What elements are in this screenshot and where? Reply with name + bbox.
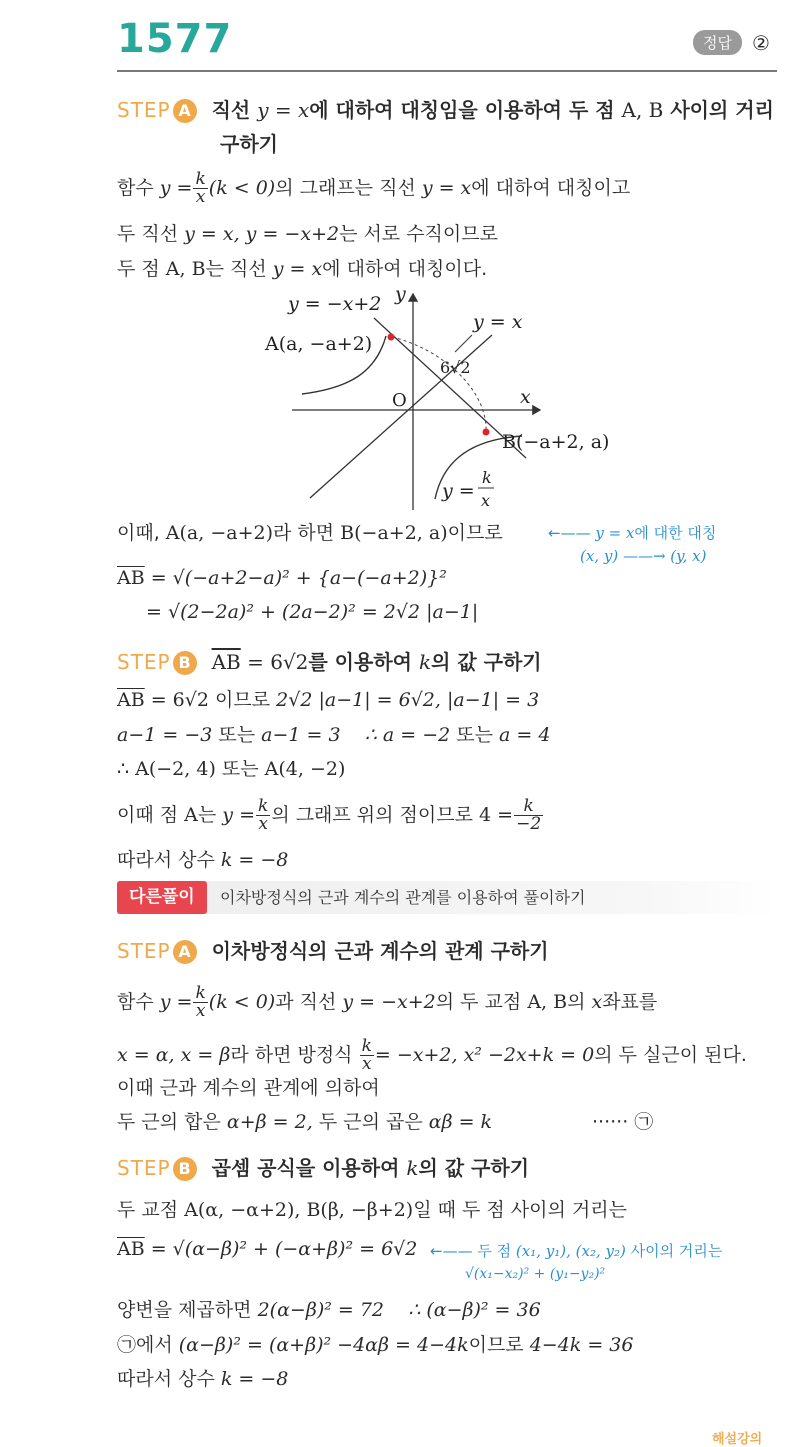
answer-box bbox=[693, 30, 770, 55]
step-title: 에 대하여 대칭임을 이용하여 두 점 bbox=[309, 98, 615, 122]
step-title: 이차방정식의 근과 계수의 관계 구하기 bbox=[211, 939, 549, 963]
text-line: 함수 y = $\frac{k}{x}$ (k < 0)의 그래프는 직선 y = x에 대하여 대칭이고 bbox=[117, 169, 631, 207]
label-origin: O bbox=[392, 390, 407, 411]
header-divider bbox=[117, 70, 777, 72]
text-line: 이때 점 A는 y = $\frac{k}{x}$ 의 그래프 위의 점이므로 4 = $\frac{k}{-2}$ bbox=[117, 796, 542, 834]
text-line: 따라서 상수 k = −8 bbox=[117, 1368, 289, 1390]
step-eq: y = x bbox=[257, 98, 310, 122]
side-note-distance-formula: √(x₁−x₂)² + (y₁−y₂)² bbox=[465, 1266, 606, 1282]
lecture-corner-label: 해설강의 bbox=[712, 1432, 763, 1447]
text-line: 이때, A(a, −a+2)라 하면 B(−a+2, a)이므로 bbox=[117, 522, 503, 544]
step-badge: B bbox=[173, 651, 197, 675]
side-note-map: (x, y) ——→ (y, x) bbox=[580, 547, 707, 565]
label-y-axis: y bbox=[395, 283, 406, 305]
point-a bbox=[388, 334, 395, 341]
label-line2: y = x bbox=[473, 311, 523, 333]
side-note-distance: ←—— 두 점 (x₁, y₁), (x₂, y₂) 사이의 거리는 bbox=[430, 1242, 723, 1260]
text-line: x = α, x = β라 하면 방정식 $\frac{k}{x}$ = −x+2, x² −2x+k = 0의 두 실근이 된다. bbox=[117, 1036, 747, 1074]
text-line: 두 근의 합은 α+β = 2, 두 근의 곱은 αβ = k bbox=[117, 1111, 493, 1133]
label-x-axis: x bbox=[520, 386, 531, 408]
text-line: ㉠에서 (α−β)² = (α+β)² −4αβ = 4−4k이므로 4−4k = 36 bbox=[117, 1334, 634, 1356]
graph bbox=[250, 280, 650, 518]
text-line: $\overline{AB} = √(\alpha-\beta)^2 + (-\alpha+\beta)^2 = 6√2$ bbox=[117, 1238, 418, 1260]
text-line: 따라서 상수 k = −8 bbox=[117, 849, 289, 871]
text-line: 두 직선 y = x, y = −x+2는 서로 수직이므로 bbox=[117, 223, 498, 245]
text-line: $\overline{AB} = 6√2$ 이므로 2√2 |a−1| = 6√2, |a−1| = 3 bbox=[117, 689, 540, 711]
label-point-a: A(a, −a+2) bbox=[265, 333, 373, 355]
text-line: 양변을 제곱하면 2(α−β)² = 72 ∴ (α−β)² = 36 bbox=[117, 1299, 541, 1321]
step-points: A, B bbox=[621, 98, 664, 122]
step-b-heading: STEP B $\overline{AB} = 6√2$를 이용하여 k의 값 구하기 bbox=[117, 650, 542, 674]
text-line: 함수 y = $\frac{k}{x}$ (k < 0)과 직선 y = −x+2의 두 교점 A, B의 x좌표를 bbox=[117, 983, 658, 1021]
step-title: 구하기 bbox=[220, 132, 278, 156]
text-line: ∴ A(−2, 4) 또는 A(4, −2) bbox=[117, 758, 346, 780]
problem-number: 1577 bbox=[117, 16, 233, 62]
label-curve-num: k bbox=[482, 468, 492, 487]
text-line: = √(2−2a)² + (2a−2)² = 2√2 |a−1| bbox=[146, 601, 479, 623]
text-line: 이때 근과 계수의 관계에 의하여 bbox=[117, 1077, 380, 1099]
point-b bbox=[483, 429, 490, 436]
step-a-heading bbox=[117, 94, 774, 123]
ref-mark: ······ ㉠ bbox=[592, 1111, 654, 1133]
step-a-heading-line2 bbox=[220, 128, 278, 157]
label-curve-den: x bbox=[481, 491, 491, 510]
label-point-b: B(−a+2, a) bbox=[502, 431, 610, 453]
step-title: 직선 bbox=[211, 98, 251, 122]
step-label: STEP bbox=[117, 98, 171, 122]
dist-arc bbox=[392, 337, 486, 432]
answer-value: ② bbox=[751, 30, 770, 55]
step-title: 사이의 거리 bbox=[670, 98, 774, 122]
alt-solution-tag: 다른풀이 bbox=[117, 881, 207, 914]
text-line: 두 점 A, B는 직선 y = x에 대하여 대칭이다. bbox=[117, 258, 488, 280]
alt-solution-banner bbox=[117, 881, 779, 914]
step-label: STEP bbox=[117, 939, 171, 963]
side-note-symmetry: ←—— y = x에 대한 대칭 bbox=[548, 524, 717, 542]
step-badge: A bbox=[173, 99, 197, 123]
label-curve: y = bbox=[442, 480, 475, 502]
text-line: $\overline{AB} = √(-a+2-a)^2 + \{a-(-a+2)\}^2$ bbox=[117, 567, 447, 589]
step-label: STEP bbox=[117, 1156, 171, 1180]
alt-solution-text: 이차방정식의 근과 계수의 관계를 이용하여 풀이하기 bbox=[220, 888, 586, 907]
answer-label: 정답 bbox=[693, 30, 742, 55]
text-line: 두 교점 A(α, −α+2), B(β, −β+2)일 때 두 점 사이의 거리는 bbox=[117, 1199, 627, 1221]
label-distance: 6√2 bbox=[440, 358, 471, 377]
step-label: STEP bbox=[117, 650, 171, 674]
step-b2-heading: STEP B 곱셈 공식을 이용하여 k의 값 구하기 bbox=[117, 1156, 530, 1180]
label-line1: y = −x+2 bbox=[288, 293, 382, 315]
step-badge: A bbox=[173, 940, 197, 964]
step-a2-heading bbox=[117, 935, 549, 964]
text-line: a−1 = −3 또는 a−1 = 3 ∴ a = −2 또는 a = 4 bbox=[117, 724, 551, 746]
step-badge: B bbox=[173, 1157, 197, 1181]
